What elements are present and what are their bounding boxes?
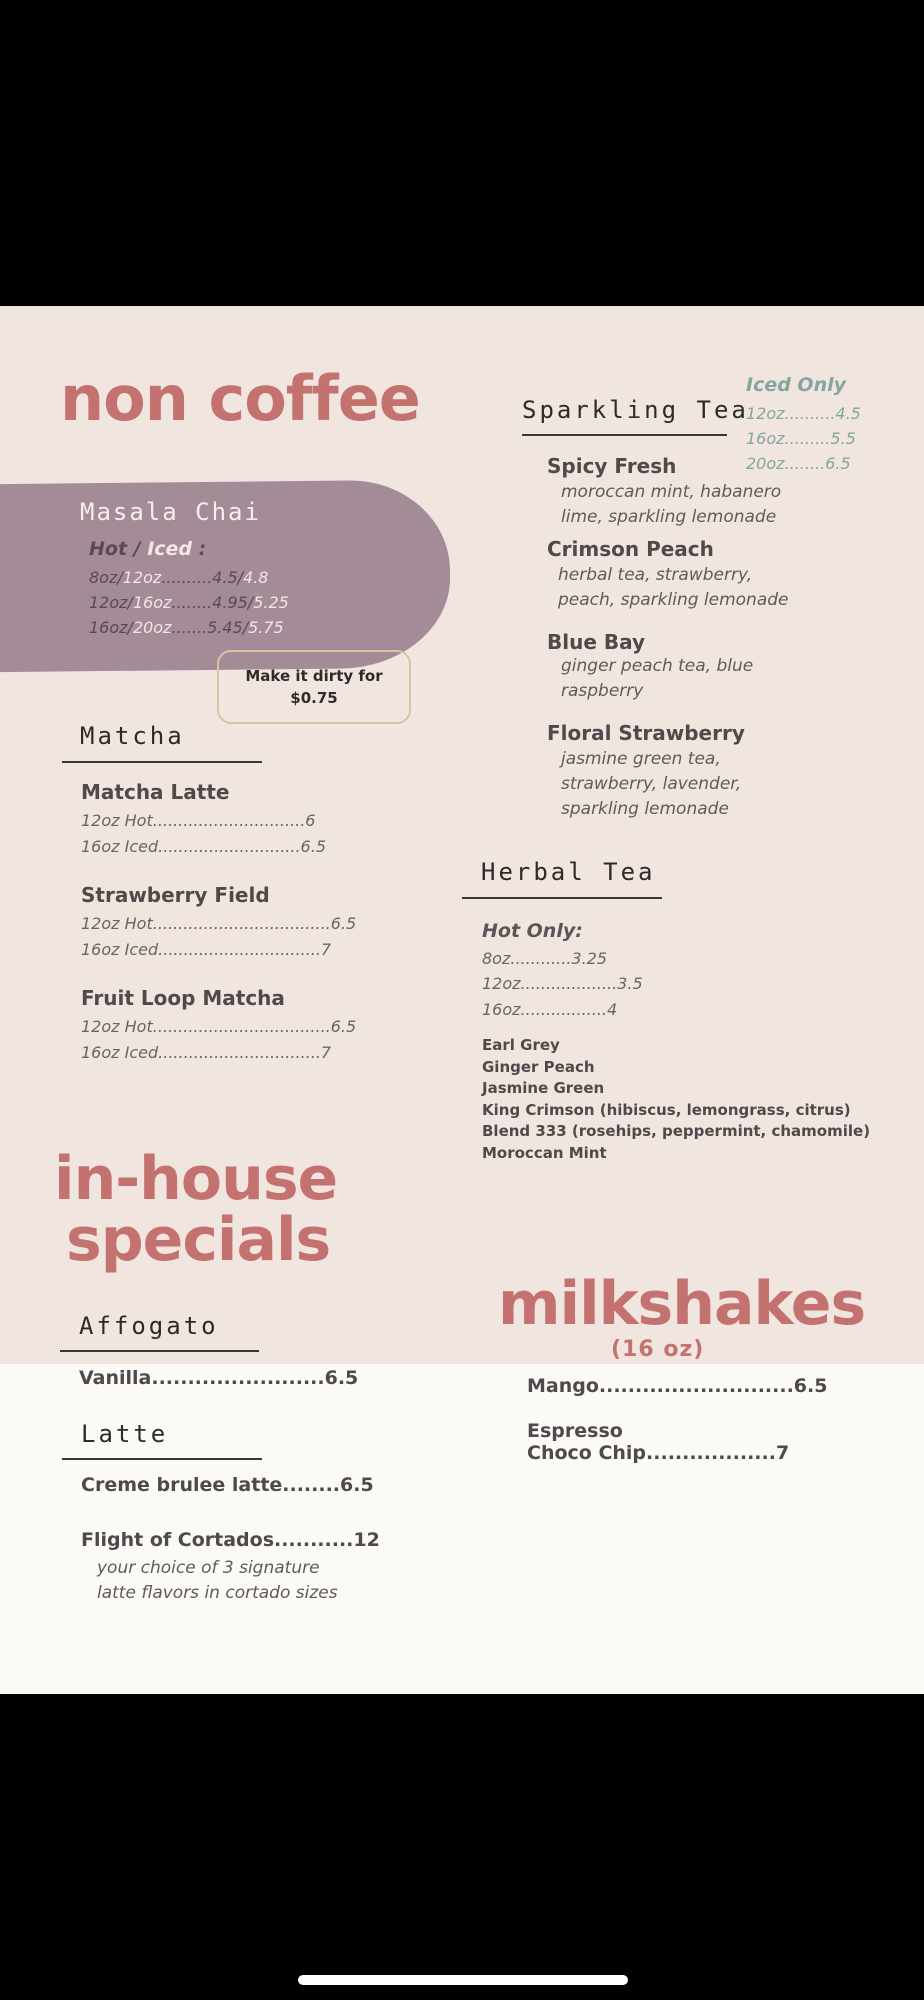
herbal-size-price: 16oz.................4 [482, 1000, 618, 1019]
menu-image [0, 306, 924, 1694]
creme-brulee-latte: Creme brulee latte........6.5 [81, 1474, 374, 1496]
blue-bay-name: Blue Bay [547, 630, 646, 654]
herbal-size-price: 12oz...................3.5 [482, 974, 643, 993]
floral-strawberry-name: Floral Strawberry [547, 721, 745, 745]
dirty-chai-note: Make it dirty for $0.75 [217, 650, 411, 724]
herbal-tea-underline [462, 897, 662, 899]
latte-underline [62, 1458, 262, 1460]
spicy-fresh-name: Spicy Fresh [547, 454, 677, 478]
hot-iced-label: Hot / Iced : [89, 538, 207, 560]
iced-only-label: Iced Only [746, 374, 847, 396]
sparkling-tea-underline [522, 434, 727, 436]
fruit-loop-matcha-price-iced: 16oz Iced................................7 [81, 1043, 332, 1062]
matcha-latte-price-iced: 16oz Iced............................6.5 [81, 837, 326, 856]
herbal-size-price: 8oz............3.25 [482, 949, 608, 968]
blue-bay-desc: ginger peach tea, blue raspberry [561, 656, 754, 701]
cortados-desc: your choice of 3 signature latte flavors in cortado sizes [97, 1558, 338, 1603]
strawberry-field-price-iced: 16oz Iced................................7 [81, 940, 332, 959]
home-indicator[interactable] [298, 1975, 628, 1985]
specials-title: specials [66, 1205, 331, 1275]
spicy-fresh-desc: moroccan mint, habanero lime, sparkling lemonade [561, 482, 782, 527]
sparkling-size-price: 12oz..........4.5 [746, 404, 861, 423]
hot-only-label: Hot Only: [482, 920, 583, 942]
affogato-vanilla: Vanilla........................6.5 [79, 1367, 359, 1389]
matcha-latte-name: Matcha Latte [81, 780, 230, 804]
strawberry-field-name: Strawberry Field [81, 883, 270, 907]
non-coffee-title: non coffee [60, 362, 420, 435]
mango-shake: Mango...........................6.5 [527, 1375, 828, 1397]
in-house-title: in-house [54, 1144, 338, 1214]
strawberry-field-price-hot: 12oz Hot...................................6.5 [81, 914, 357, 933]
milkshakes-size: (16 oz) [611, 1337, 705, 1362]
fruit-loop-matcha-name: Fruit Loop Matcha [81, 986, 285, 1010]
latte-heading: Latte [81, 1420, 169, 1448]
chai-price-row: 12oz/16oz........4.95/5.25 [89, 593, 289, 612]
espresso-choco-chip-shake: Espresso Choco Chip..................7 [527, 1420, 790, 1464]
herbal-tea-heading: Herbal Tea [481, 858, 656, 886]
chai-price-row: 8oz/12oz..........4.5/4.8 [89, 568, 269, 587]
floral-strawberry-desc: jasmine green tea, strawberry, lavender, sparkling lemonade [561, 749, 742, 819]
crimson-peach-name: Crimson Peach [547, 537, 714, 561]
herbal-flavor-list: Earl Grey Ginger Peach Jasmine Green King Crimson (hibiscus, lemongrass, citrus) Blend 333 (rosehips, peppermint, chamomile) Moroccan Mint [482, 1036, 871, 1162]
sparkling-size-price: 16oz.........5.5 [746, 429, 856, 448]
sparkling-tea-heading: Sparkling Tea [522, 396, 749, 424]
flight-of-cortados: Flight of Cortados...........12 [81, 1529, 380, 1551]
matcha-underline [62, 761, 262, 763]
crimson-peach-desc: herbal tea, strawberry, peach, sparkling lemonade [558, 565, 789, 610]
matcha-heading: Matcha [80, 722, 185, 750]
fruit-loop-matcha-price-hot: 12oz Hot...................................6.5 [81, 1017, 357, 1036]
matcha-latte-price-hot: 12oz Hot..............................6 [81, 811, 316, 830]
affogato-heading: Affogato [79, 1312, 219, 1340]
chai-price-row: 16oz/20oz.......5.45/5.75 [89, 618, 284, 637]
sparkling-size-price: 20oz........6.5 [746, 454, 851, 473]
affogato-underline [60, 1350, 259, 1352]
masala-chai-name: Masala Chai [80, 498, 261, 526]
milkshakes-title: milkshakes [498, 1269, 866, 1339]
